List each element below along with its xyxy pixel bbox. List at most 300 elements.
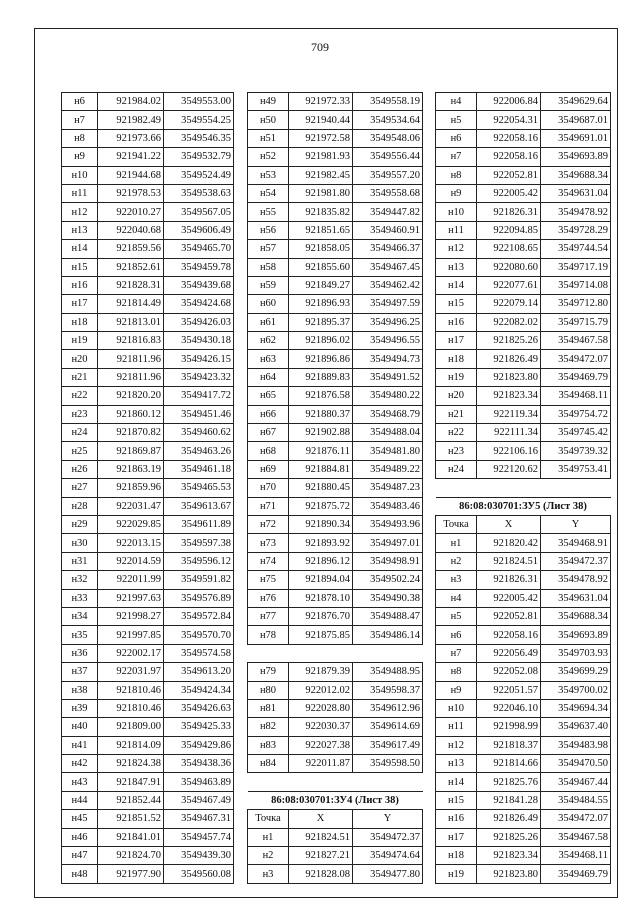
point-label: н49 <box>248 93 289 111</box>
table-row <box>248 424 423 442</box>
point-label: н81 <box>248 699 289 717</box>
blank-row <box>248 644 423 662</box>
header-y: Y <box>541 515 611 533</box>
y-value: 3549614.69 <box>353 718 423 736</box>
table-row <box>436 332 611 350</box>
x-value: 922054.31 <box>477 111 541 129</box>
x-value: 922106.16 <box>477 442 541 460</box>
x-value: 922014.59 <box>98 552 164 570</box>
y-value: 3549457.74 <box>164 828 234 846</box>
point-label: н40 <box>62 718 98 736</box>
point-label: н67 <box>248 424 289 442</box>
y-value: 3549462.42 <box>353 276 423 294</box>
x-value: 921814.66 <box>477 755 541 773</box>
table-row <box>62 295 234 313</box>
point-label: н10 <box>436 203 477 221</box>
table-row <box>62 111 234 129</box>
y-value: 3549637.40 <box>541 718 611 736</box>
point-label: н70 <box>248 479 289 497</box>
table-row <box>436 571 611 589</box>
point-label: н9 <box>436 681 477 699</box>
point-label: н11 <box>436 221 477 239</box>
x-value: 922052.81 <box>477 607 541 625</box>
table-row <box>62 663 234 681</box>
y-value: 3549611.89 <box>164 515 234 533</box>
y-value: 3549460.62 <box>164 424 234 442</box>
point-label: н29 <box>62 515 98 533</box>
y-value: 3549459.78 <box>164 258 234 276</box>
point-label: н7 <box>436 148 477 166</box>
page-number: 709 <box>311 40 329 54</box>
point-label: н65 <box>248 387 289 405</box>
point-label: н9 <box>436 184 477 202</box>
y-value: 3549426.15 <box>164 350 234 368</box>
y-value: 3549489.22 <box>353 460 423 478</box>
table-row <box>62 184 234 202</box>
y-value: 3549745.42 <box>541 424 611 442</box>
y-value: 3549487.23 <box>353 479 423 497</box>
y-value: 3549472.07 <box>541 810 611 828</box>
table-row <box>62 387 234 405</box>
x-value: 921820.42 <box>477 534 541 552</box>
table-row <box>248 534 423 552</box>
table-header-row <box>248 810 423 828</box>
point-label: н12 <box>62 203 98 221</box>
x-value: 921870.82 <box>98 424 164 442</box>
point-label: н22 <box>62 387 98 405</box>
point-label: н56 <box>248 221 289 239</box>
y-value: 3549463.89 <box>164 773 234 791</box>
table-row <box>62 240 234 258</box>
header-point: Точка <box>248 810 289 828</box>
x-value: 921880.45 <box>289 479 353 497</box>
point-label: н9 <box>62 148 98 166</box>
table-row <box>436 718 611 736</box>
x-value: 921940.44 <box>289 111 353 129</box>
x-value: 921998.99 <box>477 718 541 736</box>
y-value: 3549474.64 <box>353 847 423 865</box>
point-label: н8 <box>62 129 98 147</box>
point-label: н74 <box>248 552 289 570</box>
x-value: 921875.72 <box>289 497 353 515</box>
y-value: 3549478.92 <box>541 571 611 589</box>
table-row <box>436 626 611 644</box>
point-label: н53 <box>248 166 289 184</box>
y-value: 3549493.96 <box>353 515 423 533</box>
x-value: 921997.85 <box>98 626 164 644</box>
table-row <box>436 810 611 828</box>
point-label: н14 <box>436 773 477 791</box>
x-value: 921998.27 <box>98 607 164 625</box>
point-label: н79 <box>248 663 289 681</box>
x-value: 921809.00 <box>98 718 164 736</box>
point-label: н19 <box>62 332 98 350</box>
point-label: н50 <box>248 111 289 129</box>
point-label: н1 <box>436 534 477 552</box>
table-row <box>62 497 234 515</box>
table-row <box>436 534 611 552</box>
point-label: н43 <box>62 773 98 791</box>
y-value: 3549467.45 <box>353 258 423 276</box>
y-value: 3549494.73 <box>353 350 423 368</box>
x-value: 922031.97 <box>98 663 164 681</box>
table-row <box>62 810 234 828</box>
table-row <box>436 387 611 405</box>
y-value: 3549451.46 <box>164 405 234 423</box>
point-label: н59 <box>248 276 289 294</box>
x-value: 921849.27 <box>289 276 353 294</box>
y-value: 3549693.89 <box>541 148 611 166</box>
y-value: 3549467.58 <box>541 332 611 350</box>
x-value: 922030.37 <box>289 718 353 736</box>
point-label: н33 <box>62 589 98 607</box>
y-value: 3549466.37 <box>353 240 423 258</box>
point-label: н13 <box>436 755 477 773</box>
x-value: 921858.05 <box>289 240 353 258</box>
x-value: 921896.86 <box>289 350 353 368</box>
y-value: 3549700.02 <box>541 681 611 699</box>
point-label: н46 <box>62 828 98 846</box>
point-label: н61 <box>248 313 289 331</box>
x-value: 921982.49 <box>98 111 164 129</box>
x-value: 922005.42 <box>477 589 541 607</box>
table-row <box>248 111 423 129</box>
table-row <box>436 755 611 773</box>
point-label: н11 <box>62 184 98 202</box>
table-row <box>248 442 423 460</box>
table-row <box>62 258 234 276</box>
y-value: 3549606.49 <box>164 221 234 239</box>
point-label: н15 <box>436 295 477 313</box>
x-value: 922094.85 <box>477 221 541 239</box>
x-value: 921884.81 <box>289 460 353 478</box>
blank-row <box>436 479 611 497</box>
x-value: 922119.34 <box>477 405 541 423</box>
x-value: 921814.09 <box>98 736 164 754</box>
y-value: 3549613.67 <box>164 497 234 515</box>
point-label: н35 <box>62 626 98 644</box>
x-value: 921981.80 <box>289 184 353 202</box>
point-label: н39 <box>62 699 98 717</box>
table-row <box>248 332 423 350</box>
y-value: 3549417.72 <box>164 387 234 405</box>
x-value: 921944.68 <box>98 166 164 184</box>
table-row <box>248 148 423 166</box>
x-value: 921893.92 <box>289 534 353 552</box>
table-row <box>62 93 234 111</box>
table-row <box>62 736 234 754</box>
y-value: 3549754.72 <box>541 405 611 423</box>
point-label: н16 <box>436 313 477 331</box>
point-label: н47 <box>62 847 98 865</box>
point-label: н14 <box>62 240 98 258</box>
table-row <box>248 184 423 202</box>
y-value: 3549712.80 <box>541 295 611 313</box>
point-label: н16 <box>62 276 98 294</box>
y-value: 3549467.44 <box>541 773 611 791</box>
table-row <box>62 368 234 386</box>
x-value: 922013.15 <box>98 534 164 552</box>
y-value: 3549426.03 <box>164 313 234 331</box>
coordinates-table-column-3 <box>435 92 611 884</box>
x-value: 922029.85 <box>98 515 164 533</box>
table-row <box>436 460 611 478</box>
x-value: 921981.93 <box>289 148 353 166</box>
y-value: 3549572.84 <box>164 607 234 625</box>
table-row <box>248 129 423 147</box>
table-row <box>436 313 611 331</box>
x-value: 921863.19 <box>98 460 164 478</box>
table-row <box>436 424 611 442</box>
point-label: н75 <box>248 571 289 589</box>
table-row <box>436 148 611 166</box>
x-value: 921825.26 <box>477 828 541 846</box>
table-row <box>436 644 611 662</box>
y-value: 3549687.01 <box>541 111 611 129</box>
point-label: н17 <box>62 295 98 313</box>
y-value: 3549468.11 <box>541 847 611 865</box>
point-label: н41 <box>62 736 98 754</box>
point-label: н20 <box>436 387 477 405</box>
x-value: 921869.87 <box>98 442 164 460</box>
x-value: 922058.16 <box>477 626 541 644</box>
point-label: н58 <box>248 258 289 276</box>
table-row <box>436 663 611 681</box>
point-label: н64 <box>248 368 289 386</box>
point-label: н34 <box>62 607 98 625</box>
y-value: 3549715.79 <box>541 313 611 331</box>
point-label: н83 <box>248 736 289 754</box>
x-value: 921876.58 <box>289 387 353 405</box>
point-label: н72 <box>248 515 289 533</box>
x-value: 922108.65 <box>477 240 541 258</box>
y-value: 3549694.34 <box>541 699 611 717</box>
x-value: 921826.49 <box>477 810 541 828</box>
y-value: 3549699.29 <box>541 663 611 681</box>
point-label: н4 <box>436 93 477 111</box>
table-row <box>436 791 611 809</box>
table-row <box>248 589 423 607</box>
point-label: н10 <box>436 699 477 717</box>
point-label: н27 <box>62 479 98 497</box>
point-label: н5 <box>436 111 477 129</box>
x-value: 921852.61 <box>98 258 164 276</box>
point-label: н69 <box>248 460 289 478</box>
y-value: 3549591.82 <box>164 571 234 589</box>
y-value: 3549693.89 <box>541 626 611 644</box>
x-value: 922077.61 <box>477 276 541 294</box>
table-row <box>248 460 423 478</box>
point-label: н48 <box>62 865 98 883</box>
y-value: 3549483.98 <box>541 736 611 754</box>
table-row <box>62 129 234 147</box>
x-value: 921823.34 <box>477 387 541 405</box>
table-row <box>436 93 611 111</box>
table-row <box>248 203 423 221</box>
table-row <box>436 607 611 625</box>
table-row <box>436 405 611 423</box>
y-value: 3549425.33 <box>164 718 234 736</box>
point-label: н23 <box>436 442 477 460</box>
y-value: 3549558.68 <box>353 184 423 202</box>
x-value: 922056.49 <box>477 644 541 662</box>
header-point: Точка <box>436 515 477 533</box>
x-value: 922052.81 <box>477 166 541 184</box>
header-y: Y <box>353 810 423 828</box>
point-label: н12 <box>436 736 477 754</box>
x-value: 921825.76 <box>477 773 541 791</box>
x-value: 921978.53 <box>98 184 164 202</box>
table-row <box>436 699 611 717</box>
point-label: н55 <box>248 203 289 221</box>
point-label: н62 <box>248 332 289 350</box>
x-value: 922011.87 <box>289 755 353 773</box>
table-row <box>62 865 234 883</box>
y-value: 3549597.38 <box>164 534 234 552</box>
x-value: 921826.31 <box>477 571 541 589</box>
x-value: 922031.47 <box>98 497 164 515</box>
x-value: 921973.66 <box>98 129 164 147</box>
y-value: 3549497.01 <box>353 534 423 552</box>
point-label: н60 <box>248 295 289 313</box>
table-row <box>248 755 423 773</box>
y-value: 3549502.24 <box>353 571 423 589</box>
x-value: 921896.02 <box>289 332 353 350</box>
point-label: н17 <box>436 828 477 846</box>
y-value: 3549426.63 <box>164 699 234 717</box>
table-row <box>248 405 423 423</box>
section-title: 86:08:030701:ЗУ4 (Лист 38) <box>248 791 423 809</box>
x-value: 922028.80 <box>289 699 353 717</box>
y-value: 3549439.30 <box>164 847 234 865</box>
y-value: 3549556.44 <box>353 148 423 166</box>
table-row <box>62 442 234 460</box>
point-label: н36 <box>62 644 98 662</box>
table-row <box>248 497 423 515</box>
point-label: н18 <box>62 313 98 331</box>
y-value: 3549438.36 <box>164 755 234 773</box>
point-label: н16 <box>436 810 477 828</box>
y-value: 3549574.58 <box>164 644 234 662</box>
x-value: 921972.58 <box>289 129 353 147</box>
x-value: 922012.02 <box>289 681 353 699</box>
table-row <box>62 350 234 368</box>
table-row <box>62 424 234 442</box>
y-value: 3549468.79 <box>353 405 423 423</box>
point-label: н18 <box>436 847 477 865</box>
point-label: н2 <box>248 847 289 865</box>
table-row <box>436 240 611 258</box>
y-value: 3549497.59 <box>353 295 423 313</box>
point-label: н15 <box>62 258 98 276</box>
point-label: н13 <box>62 221 98 239</box>
x-value: 921810.46 <box>98 681 164 699</box>
y-value: 3549598.37 <box>353 681 423 699</box>
table-row <box>436 736 611 754</box>
table-row <box>436 442 611 460</box>
table-row <box>248 828 423 846</box>
header-x: X <box>477 515 541 533</box>
point-label: н68 <box>248 442 289 460</box>
point-label: н26 <box>62 460 98 478</box>
section-title: 86:08:030701:ЗУ5 (Лист 38) <box>436 497 611 515</box>
point-label: н73 <box>248 534 289 552</box>
point-label: н3 <box>248 865 289 883</box>
table-row <box>248 699 423 717</box>
x-value: 921823.80 <box>477 865 541 883</box>
table-row <box>62 718 234 736</box>
table-row <box>62 773 234 791</box>
point-label: н11 <box>436 718 477 736</box>
y-value: 3549596.12 <box>164 552 234 570</box>
table-row <box>62 203 234 221</box>
y-value: 3549490.38 <box>353 589 423 607</box>
y-value: 3549483.46 <box>353 497 423 515</box>
table-row <box>436 129 611 147</box>
y-value: 3549558.19 <box>353 93 423 111</box>
point-label: н76 <box>248 589 289 607</box>
point-label: н23 <box>62 405 98 423</box>
point-label: н84 <box>248 755 289 773</box>
point-label: н71 <box>248 497 289 515</box>
y-value: 3549488.47 <box>353 607 423 625</box>
point-label: н12 <box>436 240 477 258</box>
x-value: 921860.12 <box>98 405 164 423</box>
x-value: 922005.42 <box>477 184 541 202</box>
point-label: н13 <box>436 258 477 276</box>
y-value: 3549560.08 <box>164 865 234 883</box>
y-value: 3549548.06 <box>353 129 423 147</box>
y-value: 3549477.80 <box>353 865 423 883</box>
x-value: 922011.99 <box>98 571 164 589</box>
point-label: н8 <box>436 663 477 681</box>
x-value: 921977.90 <box>98 865 164 883</box>
x-value: 921811.96 <box>98 368 164 386</box>
x-value: 922010.27 <box>98 203 164 221</box>
table-row <box>436 258 611 276</box>
table-row <box>248 295 423 313</box>
y-value: 3549498.91 <box>353 552 423 570</box>
table-row <box>436 350 611 368</box>
x-value: 922040.68 <box>98 221 164 239</box>
x-value: 921878.10 <box>289 589 353 607</box>
table-row <box>248 258 423 276</box>
table-row <box>62 460 234 478</box>
x-value: 922046.10 <box>477 699 541 717</box>
table-row <box>62 828 234 846</box>
x-value: 922079.14 <box>477 295 541 313</box>
point-label: н6 <box>436 626 477 644</box>
point-label: н77 <box>248 607 289 625</box>
table-row <box>248 515 423 533</box>
table-row <box>436 589 611 607</box>
table-row <box>62 571 234 589</box>
table-row <box>248 736 423 754</box>
y-value: 3549463.26 <box>164 442 234 460</box>
y-value: 3549631.04 <box>541 184 611 202</box>
y-value: 3549688.34 <box>541 607 611 625</box>
y-value: 3549472.37 <box>353 828 423 846</box>
point-label: н44 <box>62 791 98 809</box>
x-value: 921851.65 <box>289 221 353 239</box>
x-value: 921826.31 <box>477 203 541 221</box>
y-value: 3549439.68 <box>164 276 234 294</box>
x-value: 921895.37 <box>289 313 353 331</box>
point-label: н24 <box>436 460 477 478</box>
table-row <box>62 644 234 662</box>
coordinates-table-column-2 <box>247 92 423 884</box>
point-label: н18 <box>436 350 477 368</box>
